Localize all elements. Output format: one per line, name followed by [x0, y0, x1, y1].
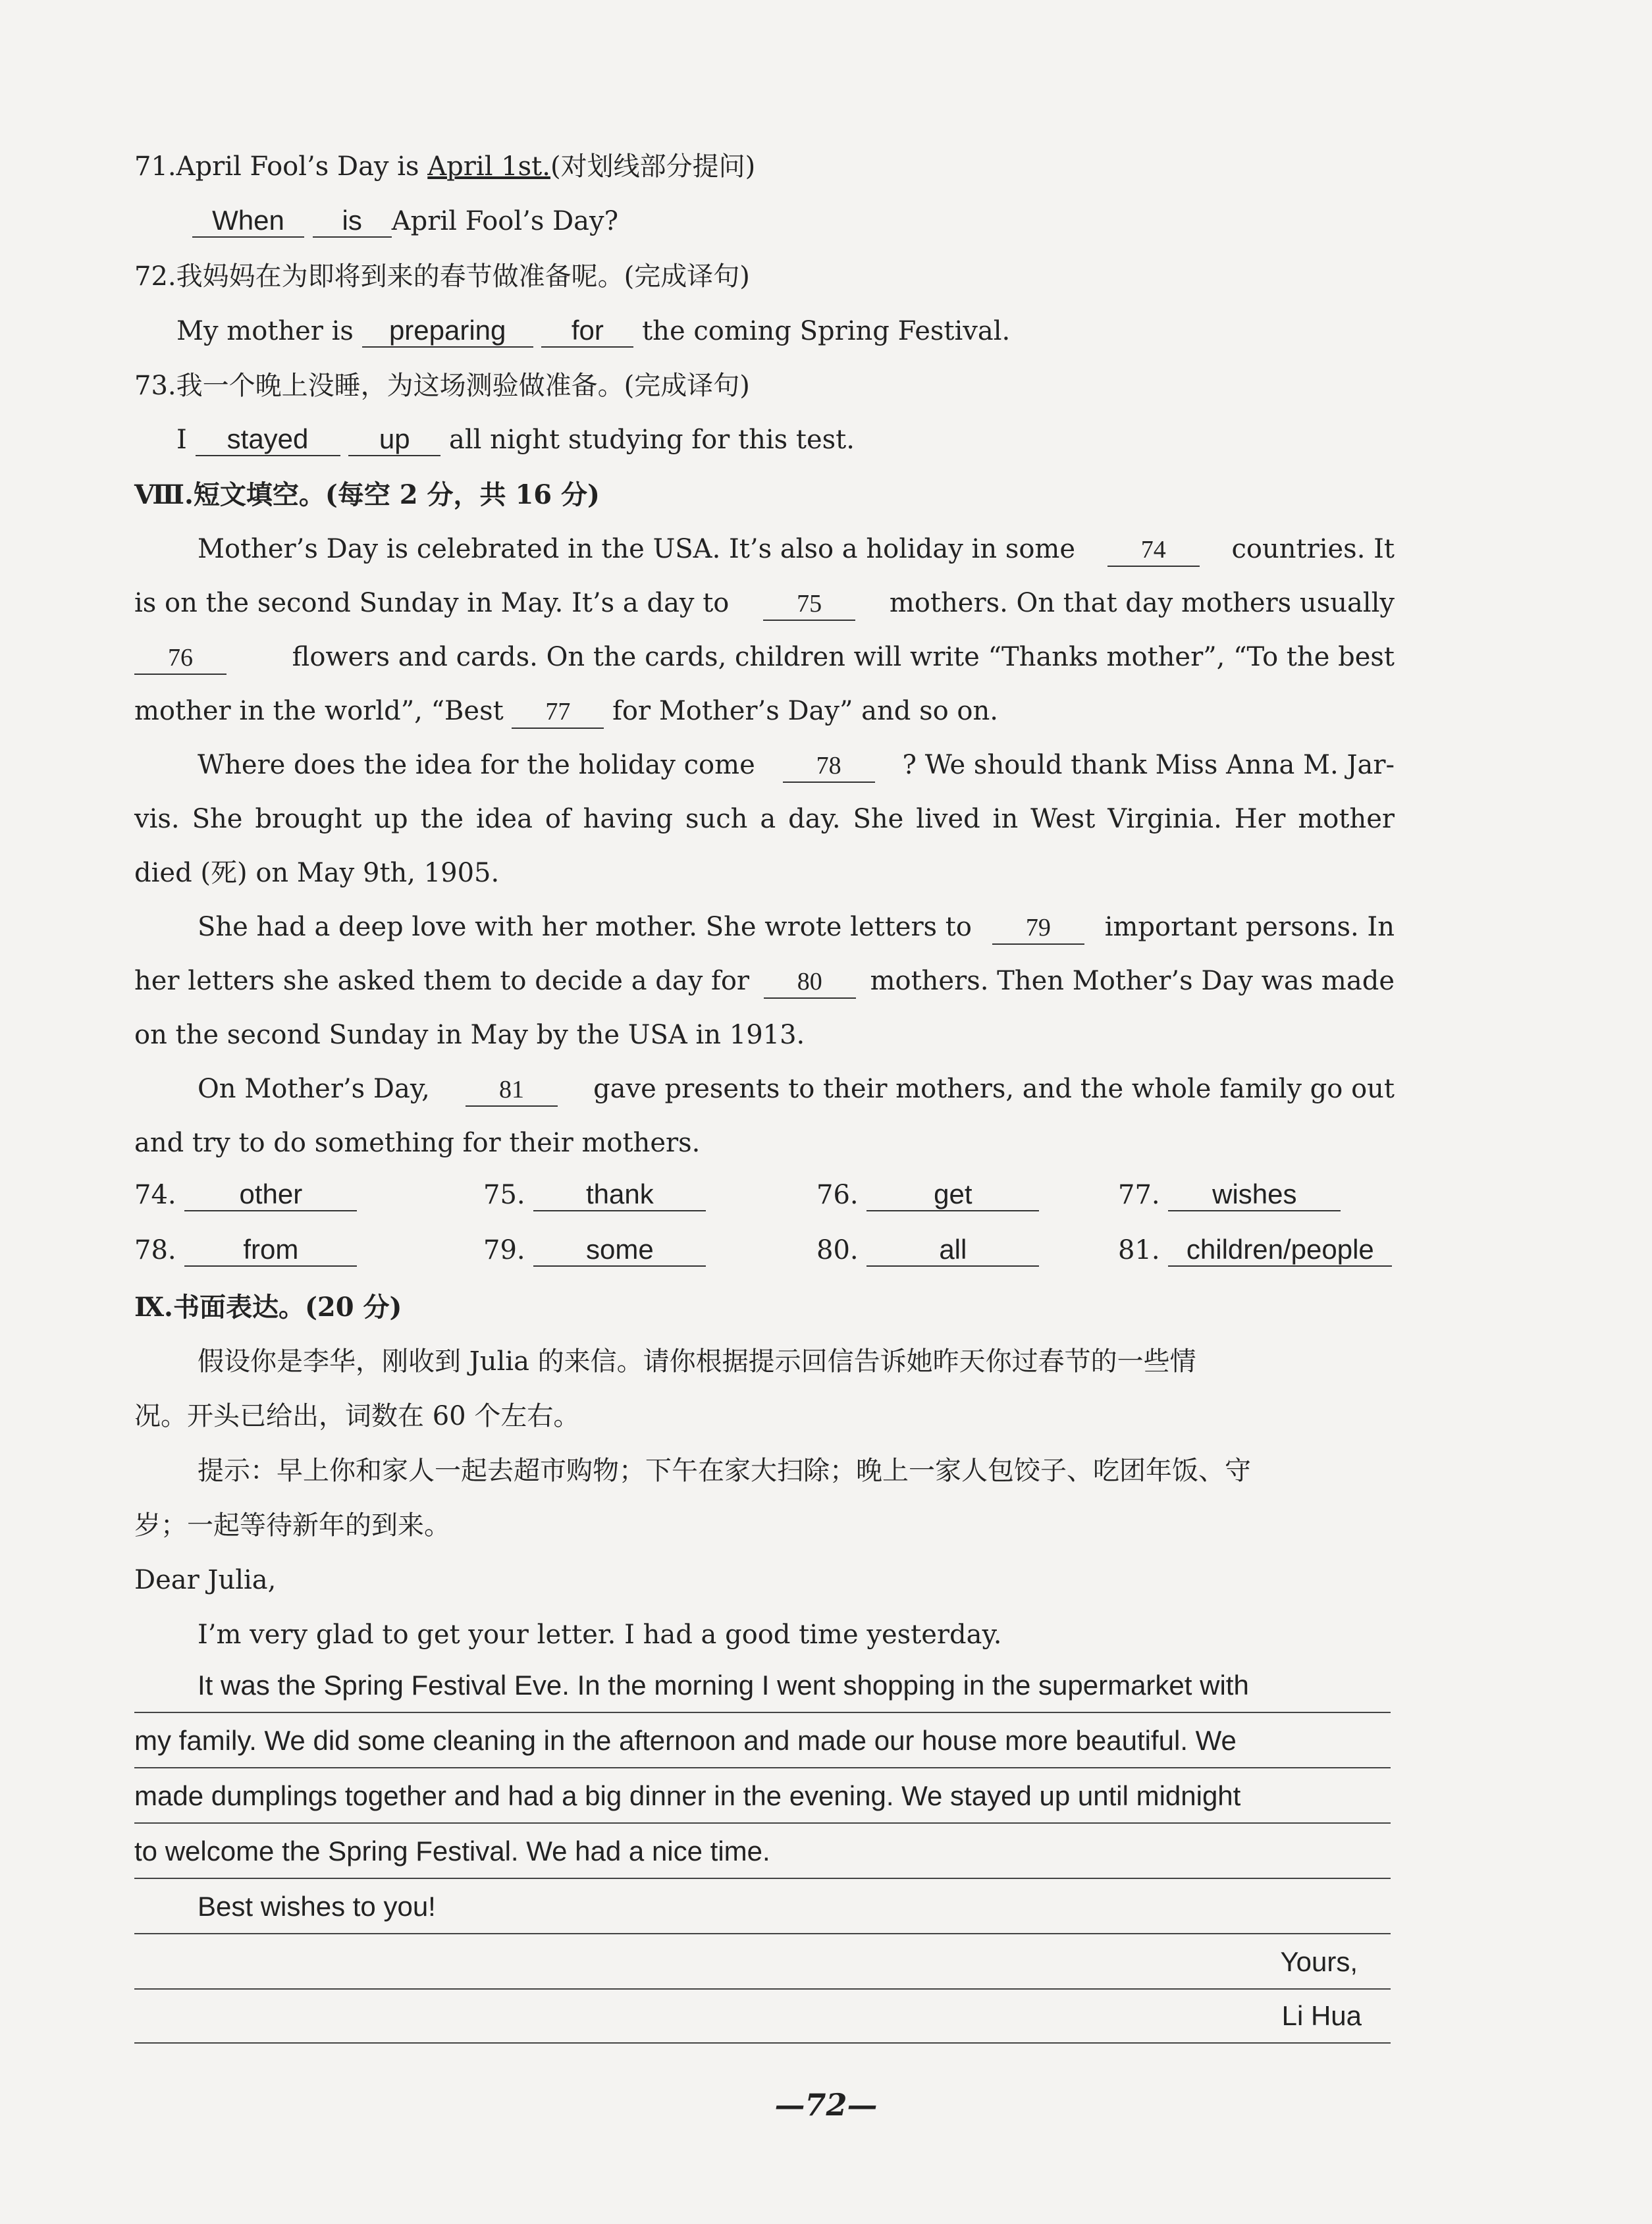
q73-answer-1[interactable]: stayed — [196, 423, 340, 456]
answer-num: 81. — [1118, 1235, 1160, 1265]
answer-75 — [483, 1178, 706, 1211]
q72-prefix: My mother is — [176, 316, 354, 346]
answer-num: 76. — [816, 1180, 859, 1210]
q71-suffix: April Fool’s Day? — [391, 206, 619, 236]
p1-l4-a: mother in the world”, “Best — [134, 696, 504, 726]
answer-77 — [1118, 1178, 1341, 1211]
p1-l1-a: Mother’s Day is celebrated in the USA. It’s also a holiday in some — [198, 534, 1076, 564]
answer-field[interactable]: wishes — [1168, 1178, 1341, 1211]
q73-prefix: I — [176, 425, 187, 455]
section9-heading: Ⅸ.书面表达。(20 分) — [134, 1292, 402, 1323]
answer-76 — [816, 1178, 1039, 1211]
answer-80 — [816, 1234, 1039, 1267]
q73-suffix: all night studying for this test. — [448, 425, 855, 455]
answer-num: 80. — [816, 1235, 859, 1265]
p4-l1-a: On Mother’s Day, — [198, 1074, 430, 1104]
q73-answer-2[interactable]: up — [348, 423, 440, 456]
p1-l2-a: is on the second Sunday in May. It’s a day to — [134, 588, 730, 618]
q71-answer-2[interactable]: is — [313, 205, 392, 238]
writing-line-5[interactable]: Best wishes to you! — [134, 1880, 1391, 1934]
answer-79 — [483, 1234, 706, 1267]
writing-line-2[interactable]: my family. We did some cleaning in the afternoon and made our house more beautiful. We — [134, 1714, 1391, 1768]
p4-l2: and try to do something for their mothers. — [134, 1128, 701, 1158]
q71-underlined: April 1st. — [427, 151, 550, 182]
p3-l1-c: important persons. In — [1104, 912, 1395, 942]
answer-field[interactable]: children/people — [1168, 1234, 1392, 1267]
p3-l2-a: her letters she asked them to decide a day for — [134, 966, 750, 996]
p3-l2-c: mothers. Then Mother’s Day was made — [870, 966, 1395, 996]
p1-l4-c: for Mother’s Day” and so on. — [612, 696, 998, 726]
q71-prefix: 71.April Fool’s Day is — [134, 151, 428, 182]
blank-77: 77 — [512, 696, 604, 729]
q72-answer-1[interactable]: preparing — [362, 315, 533, 348]
letter-opening: I’m very glad to get your letter. I had a good time yesterday. — [198, 1620, 1002, 1650]
answer-field[interactable]: get — [866, 1178, 1039, 1211]
answer-row-1 — [134, 1178, 1395, 1218]
blank-74: 74 — [1107, 534, 1200, 567]
answer-field[interactable]: from — [184, 1234, 357, 1267]
answer-num: 79. — [483, 1235, 525, 1265]
answer-row-2 — [134, 1234, 1395, 1273]
p3-l3: on the second Sunday in May by the USA in 1913. — [134, 1020, 805, 1050]
section8-heading: Ⅷ.短文填空。(每空 2 分，共 16 分) — [134, 479, 600, 510]
p2-l2: vis. She brought up the idea of having such a day. She lived in West Virginia. Her mother — [134, 804, 1395, 834]
writing-line-signature[interactable]: Li Hua — [134, 1990, 1391, 2044]
writing-line-3[interactable]: made dumplings together and had a big dinner in the evening. We stayed up until midnight — [134, 1770, 1391, 1824]
q71-answer-1[interactable]: When — [192, 205, 304, 238]
answer-field[interactable]: thank — [533, 1178, 706, 1211]
blank-75: 75 — [763, 588, 855, 621]
answer-num: 77. — [1118, 1180, 1160, 1210]
answer-74 — [134, 1178, 357, 1211]
p1-l1-c: countries. It — [1231, 534, 1395, 564]
section9-intro-l2: 况。开头已给出，词数在 60 个左右。 — [134, 1401, 580, 1431]
writing-line-closing[interactable]: Yours, — [134, 1936, 1391, 1990]
p3-l1-a: She had a deep love with her mother. She wrote letters to — [198, 912, 972, 942]
blank-80: 80 — [764, 966, 856, 999]
writing-line-4[interactable]: to welcome the Spring Festival. We had a nice time. — [134, 1825, 1391, 1879]
section9-hint-l2: 岁；一起等待新年的到来。 — [134, 1510, 450, 1541]
p2-l3: died (死) on May 9th, 1905. — [134, 858, 500, 888]
p1-l3-c: flowers and cards. On the cards, children will write “Thanks mother”, “To the best — [292, 642, 1395, 672]
q72-suffix: the coming Spring Festival. — [642, 316, 1011, 346]
section9-intro-l1: 假设你是李华，刚收到 Julia 的来信。请你根据提示回信告诉她昨天你过春节的一些情 — [198, 1346, 1196, 1377]
q73-answer-line — [176, 421, 855, 458]
answer-num: 78. — [134, 1235, 176, 1265]
answer-num: 74. — [134, 1180, 176, 1210]
section9-hint-l1: 提示：早上你和家人一起去超市购物；下午在家大扫除；晚上一家人包饺子、吃团年饭、守 — [198, 1456, 1251, 1486]
q72-answer-2[interactable]: for — [541, 315, 633, 348]
q71-prompt — [134, 148, 755, 185]
answer-81 — [1118, 1234, 1392, 1267]
answer-78 — [134, 1234, 357, 1267]
q73-prompt: 73.我一个晚上没睡，为这场测验做准备。(完成译句) — [134, 371, 750, 401]
blank-79: 79 — [992, 912, 1084, 945]
q71-note: (对划线部分提问) — [550, 151, 756, 182]
p2-l1-a: Where does the idea for the holiday come — [198, 750, 755, 780]
answer-field[interactable]: other — [184, 1178, 357, 1211]
q71-answer-line — [192, 203, 618, 240]
p2-l1-c: ? We should thank Miss Anna M. Jar- — [902, 750, 1395, 780]
section8-passage — [134, 531, 1395, 1178]
answer-field[interactable]: all — [866, 1234, 1039, 1267]
answer-num: 75. — [483, 1180, 525, 1210]
p1-l2-c: mothers. On that day mothers usually — [889, 588, 1395, 618]
p4-l1-c: gave presents to their mothers, and the whole family go out — [593, 1074, 1395, 1104]
answer-field[interactable]: some — [533, 1234, 706, 1267]
blank-78: 78 — [783, 750, 875, 783]
page-number: —72— — [774, 2087, 878, 2123]
blank-81: 81 — [466, 1074, 558, 1107]
letter-greeting: Dear Julia, — [134, 1565, 277, 1595]
q72-answer-line — [176, 313, 1010, 350]
blank-76: 76 — [134, 642, 226, 675]
writing-line-1[interactable]: It was the Spring Festival Eve. In the morning I went shopping in the supermarket with — [134, 1659, 1391, 1713]
q72-prompt: 72.我妈妈在为即将到来的春节做准备呢。(完成译句) — [134, 261, 750, 292]
